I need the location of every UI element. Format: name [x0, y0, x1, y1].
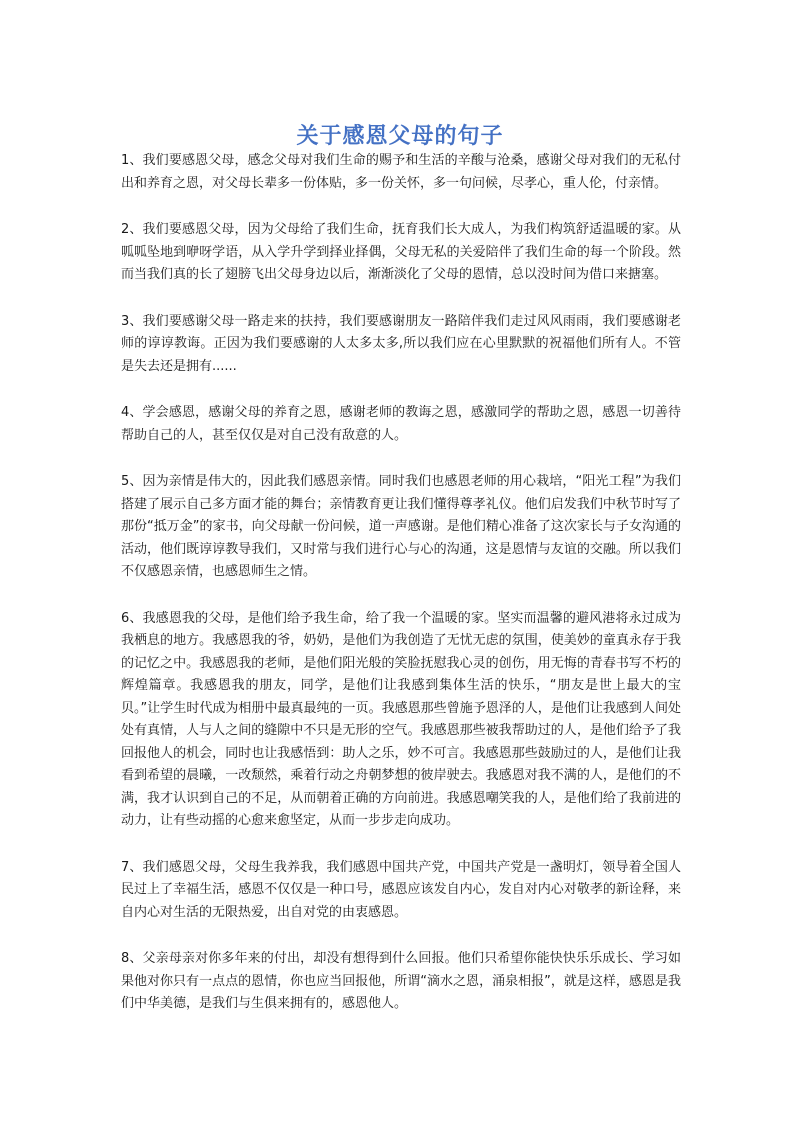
paragraph-1: 1、我们要感恩父母，感念父母对我们生命的赐予和生活的辛酸与沧桑，感谢父母对我们的无私付出和养育之恩，对父母长辈多一份体贴，多一份关怀，多一句问候，尽孝心，重人伦，付亲情。 [121, 153, 681, 191]
document-body [121, 150, 681, 1040]
paragraph-2: 2、我们要感恩父母，因为父母给了我们生命，抚育我们长大成人，为我们构筑舒适温暖的家。从呱呱坠地到咿呀学语，从入学升学到择业择偶，父母无私的关爱陪伴了我们生命的每一个阶段。然而当我们真的长了翅膀飞出父母身边以后，渐渐淡化了父母的恩情，总以没时间为借口来搪塞。 [121, 222, 681, 282]
document-title: 关于感恩父母的句子 [296, 124, 504, 149]
paragraph-3: 3、我们要感谢父母一路走来的扶持，我们要感谢朋友一路陪伴我们走过风风雨雨，我们要感谢老师的谆谆教诲。正因为我们要感谢的人太多太多,所以我们应在心里默默的祝福他们所有人。不管是失去还是拥有...... [121, 313, 681, 374]
paragraph-7: 7、我们感恩父母，父母生我养我，我们感恩中国共产党，中国共产党是一盏明灯，领导着全国人民过上了幸福生活，感恩不仅仅是一种口号，感恩应该发自内心，发自对内心对敬孝的新诠释，来自内心对生活的无限热爱，出自对党的由衷感恩。 [121, 859, 681, 920]
paragraph-4: 4、学会感恩，感谢父母的养育之恩，感谢老师的教诲之恩，感激同学的帮助之恩，感恩一切善待帮助自己的人，甚至仅仅是对自己没有敌意的人。 [121, 405, 681, 443]
paragraph-5: 5、因为亲情是伟大的，因此我们感恩亲情。同时我们也感恩老师的用心栽培，“阳光工程”为我们搭建了展示自己多方面才能的舞台；亲情教育更让我们懂得尊孝礼仪。他们启发我们中秋节时写了那份“抵万金”的家书，向父母献一份问候，道一声感谢。是他们精心准备了这次家长与子女沟通的活动，他们既谆谆教导我们，又时常与我们进行心与心的沟通，这是恩情与友谊的交融。所以我们不仅感恩亲情，也感恩师生之情。 [121, 474, 681, 579]
paragraph-8: 8、父亲母亲对你多年来的付出，却没有想得到什么回报。他们只希望你能快快乐乐成长、学习如果他对你只有一点点的恩情，你也应当回报他，所谓“滴水之恩，涌泉相报”，就是这样，感恩是我们中华美德，是我们与生俱来拥有的，感恩他人。 [121, 951, 681, 1011]
paragraph-6: 6、我感恩我的父母，是他们给予我生命，给了我一个温暖的家。坚实而温馨的避风港将永过成为我栖息的地方。我感恩我的爷，奶奶，是他们为我创造了无忧无虑的氛围，使美妙的童真永存于我的记忆之中。我感恩我的老师，是他们阳光般的笑脸抚慰我心灵的创伤，用无悔的青春书写不朽的辉煌篇章。我感恩我的朋友，同学，是他们让我感到集体生活的快乐，“朋友是世上最大的宝贝。”让学生时代成为相册中最真最纯的一页。我感恩那些曾施予恩泽的人，是他们让我感到人间处处有真情，人与人之间的缝隙中不只是无形的空气。我感恩那些被我帮助过的人，是他们给予了我回报他人的机会，同时也让我感悟到：助人之乐，妙不可言。我感恩那些鼓励过的人，是他们让我看到希望的晨曦，一改颓然，乘着行动之舟朝梦想的彼岸驶去。我感恩对我不满的人，是他们的不满，我才认识到自己的不足，从而朝着正确的方向前进。我感恩嘲笑我的人，是他们给了我前进的动力，让有些动摇的心愈来愈坚定，从而一步步走向成功。 [121, 610, 681, 828]
